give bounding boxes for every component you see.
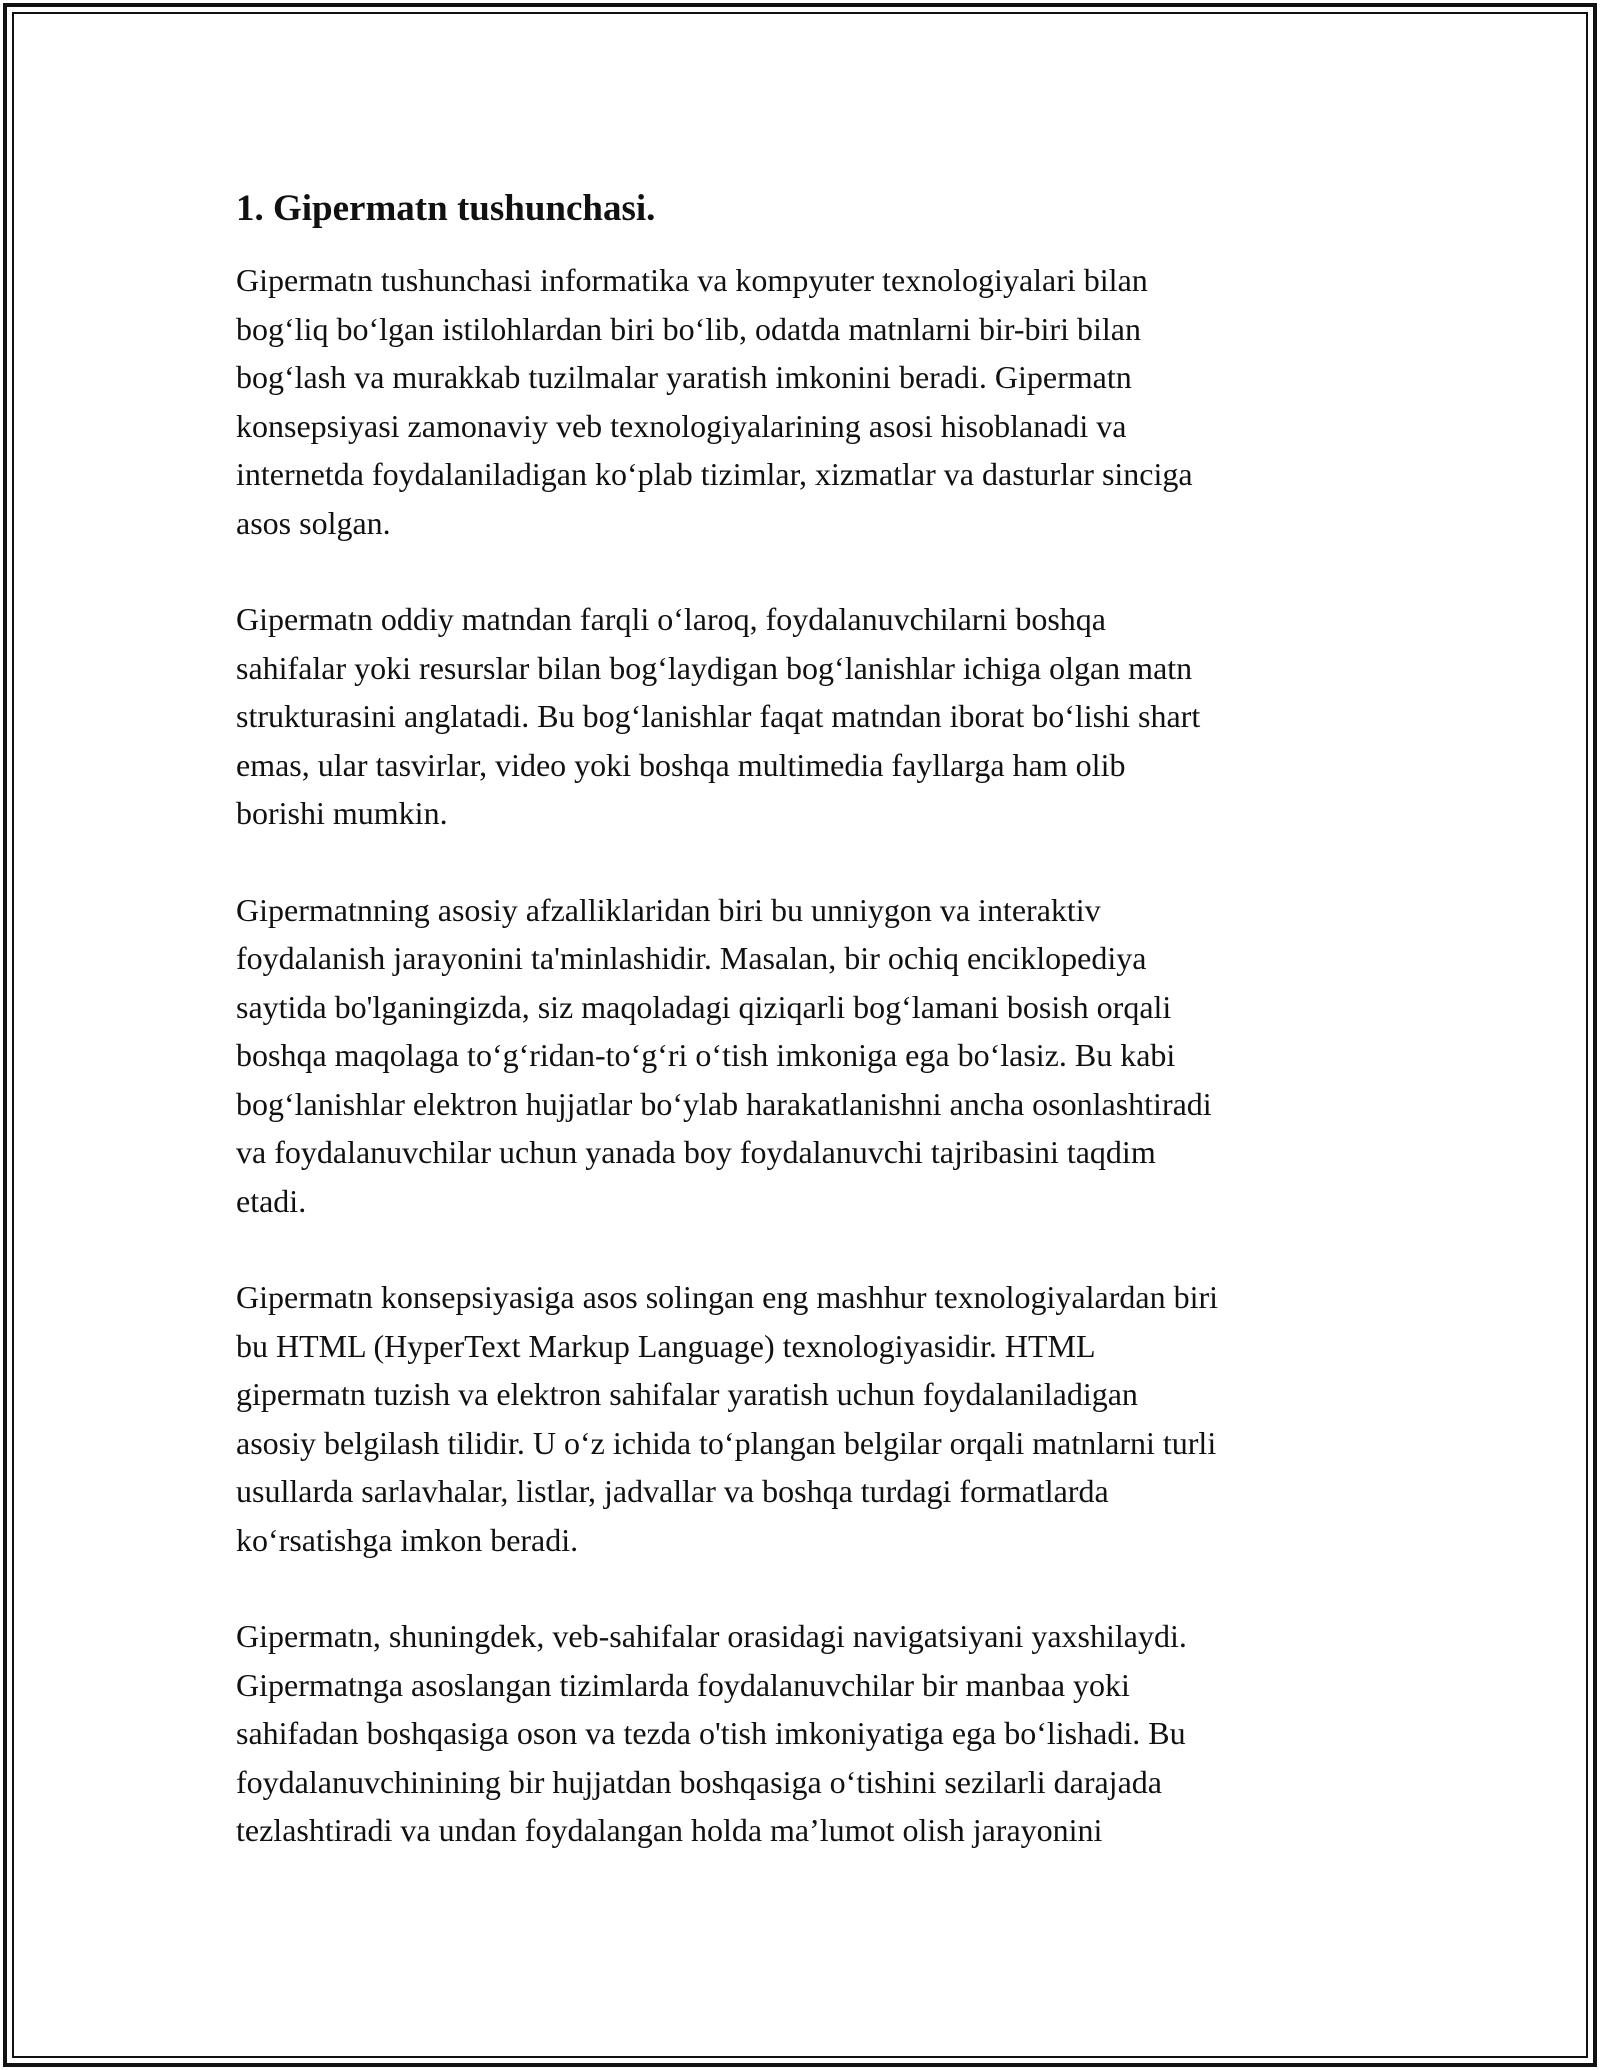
text-line: Gipermatnning asosiy afzalliklaridan biri bu unniygon va interaktiv <box>236 891 1101 928</box>
text-line: bu HTML (HyperText Markup Language) texnologiyasidir. HTML <box>236 1327 1096 1364</box>
text-line: bog‘lanishlar elektron hujjatlar bo‘ylab harakatlanishni ancha osonlashtiradi <box>236 1085 1212 1122</box>
text-line: strukturasini anglatadi. Bu bog‘lanishlar faqat matndan iborat bo‘lishi shart <box>236 698 1201 734</box>
text-line: gipermatn tuzish va elektron sahifalar yaratish uchun foydalaniladigan <box>236 1376 1138 1412</box>
text-line: borishi mumkin. <box>236 795 448 831</box>
text-line: va foydalanuvchilar uchun yanada boy foydalanuvchi tajribasini taqdim <box>236 1134 1156 1170</box>
section-heading: 1. Gipermatn tushunchasi. <box>236 188 656 229</box>
paragraph-5 <box>236 1612 1366 1855</box>
text-line: Gipermatn, shuningdek, veb-sahifalar orasidagi navigatsiyani yaxshilaydi. <box>236 1618 1187 1654</box>
text-line: Gipermatn tushunchasi informatika va kompyuter texnologiyalari bilan <box>236 262 1148 298</box>
paragraph-4 <box>236 1273 1366 1564</box>
text-line: etadi. <box>236 1182 307 1219</box>
text-line: foydalanish jarayonini ta'minlashidir. Masalan, bir ochiq enciklopediya <box>236 940 1147 976</box>
text-line: Gipermatn oddiy matndan farqli o‘laroq, foydalanuvchilarni boshqa <box>236 601 1106 637</box>
text-line: sahifadan boshqasiga oson va tezda o'tish imkoniyatiga ega bo‘lishadi. Bu <box>236 1715 1186 1751</box>
paragraph-2 <box>236 595 1366 838</box>
text-line: saytida bo'lganingizda, siz maqoladagi qiziqarli bog‘lamani bosish orqali <box>236 988 1172 1025</box>
text-line: Gipermatn konsepsiyasiga asos solingan eng mashhur texnologiyalardan biri <box>236 1279 1219 1315</box>
paragraph-1 <box>236 256 1366 547</box>
text-line: asos solgan. <box>236 504 391 541</box>
text-line: ko‘rsatishga imkon beradi. <box>236 1521 579 1558</box>
text-line: foydalanuvchinining bir hujjatdan boshqasiga o‘tishini sezilarli darajada <box>236 1763 1162 1800</box>
text-line: internetda foydalaniladigan ko‘plab tizimlar, xizmatlar va dasturlar sinciga <box>236 456 1193 492</box>
text-line: usullarda sarlavhalar, listlar, jadvallar va boshqa turdagi formatlarda <box>236 1473 1109 1509</box>
text-line: boshqa maqolaga to‘g‘ridan-to‘g‘ri o‘tish imkoniga ega bo‘lasiz. Bu kabi <box>236 1037 1176 1073</box>
paragraph-3 <box>236 886 1366 1226</box>
text-line: emas, ular tasvirlar, video yoki boshqa multimedia fayllarga ham olib <box>236 746 1126 783</box>
text-line: Gipermatnga asoslangan tizimlarda foydalanuvchilar bir manbaa yoki <box>236 1666 1130 1703</box>
text-line: tezlashtiradi va undan foydalangan holda ma’lumot olish jarayonini <box>236 1812 1103 1848</box>
text-line: bog‘lash va murakkab tuzilmalar yaratish imkonini beradi. Gipermatn <box>236 359 1132 395</box>
text-line: bog‘liq bo‘lgan istilohlardan biri bo‘lib, odatda matnlarni bir-biri bilan <box>236 310 1141 347</box>
text-line: sahifalar yoki resurslar bilan bog‘laydigan bog‘lanishlar ichiga olgan matn <box>236 649 1193 686</box>
document-body <box>236 186 1366 1903</box>
text-line: konsepsiyasi zamonaviy veb texnologiyalarining asosi hisoblanadi va <box>236 407 1127 444</box>
text-line: asosiy belgilash tilidir. U o‘z ichida to‘plangan belgilar orqali matnlarni turli <box>236 1424 1217 1461</box>
